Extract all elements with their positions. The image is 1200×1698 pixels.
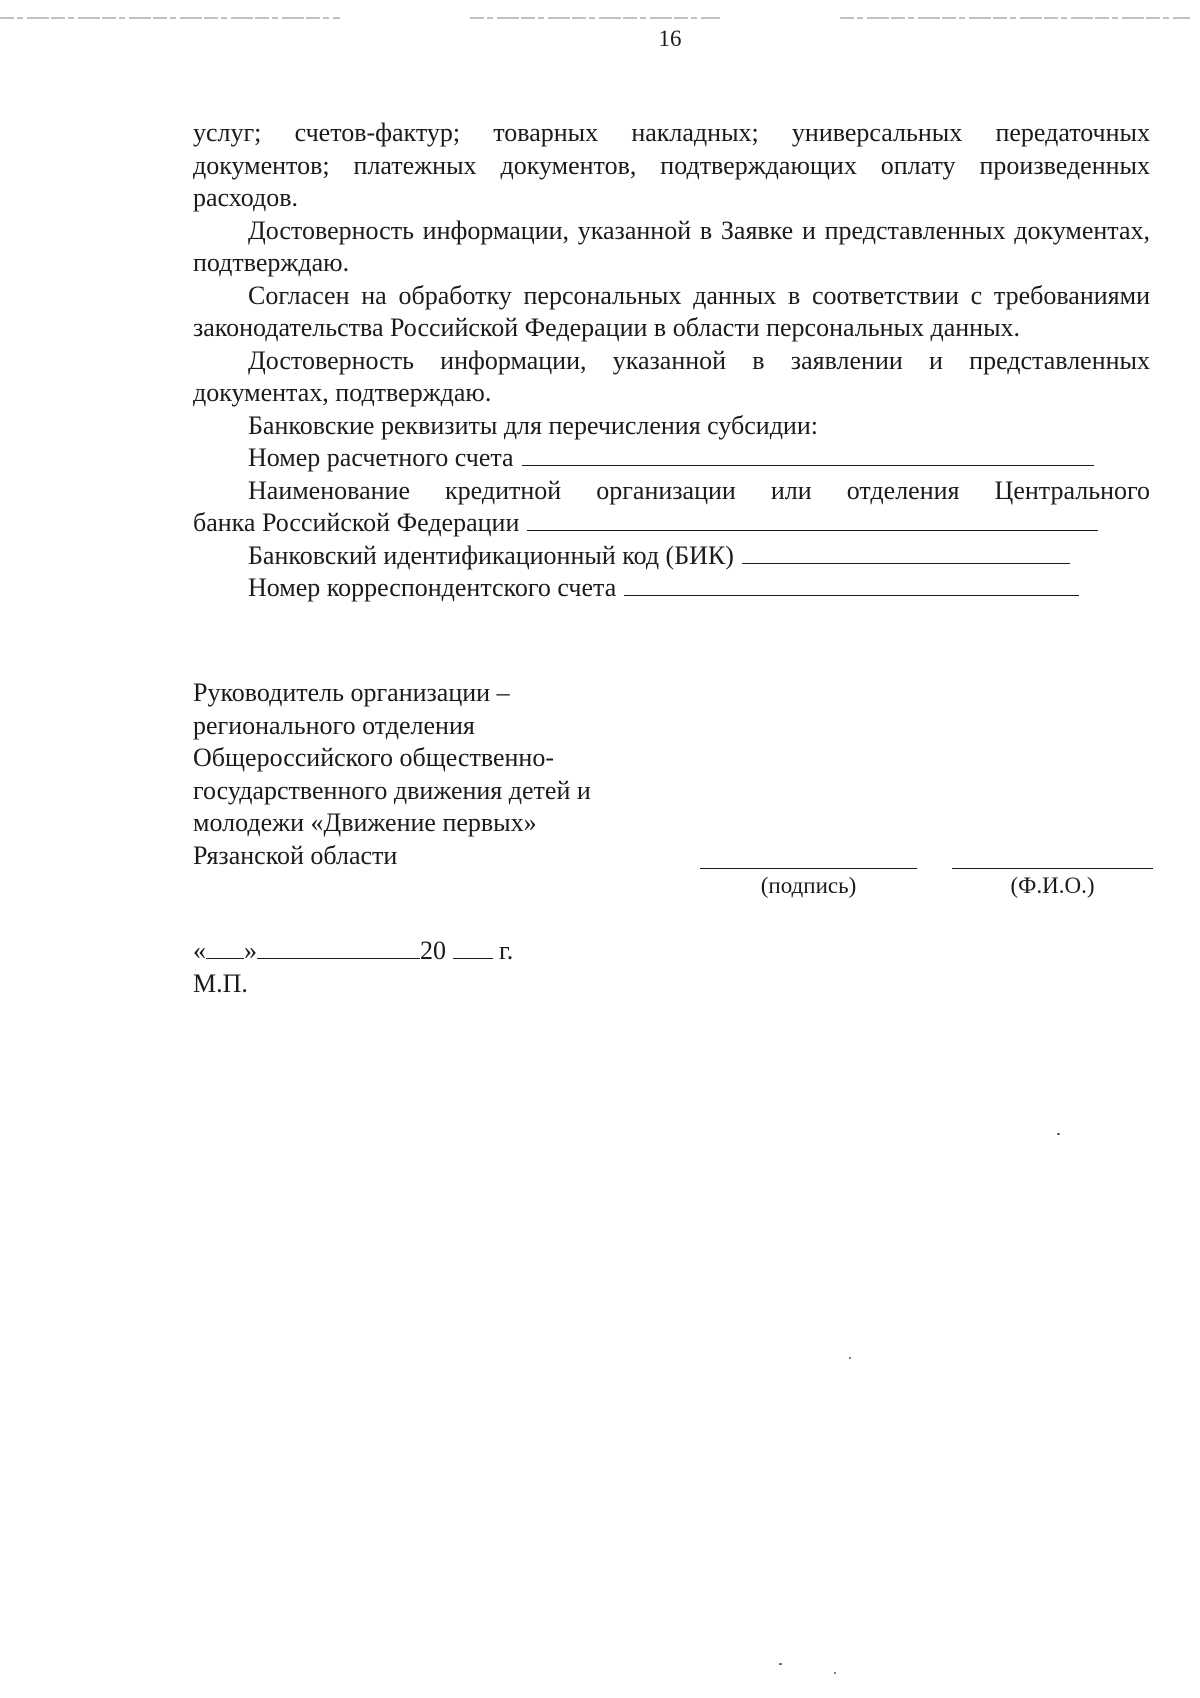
paragraph-documents-list: услуг; счетов-фактур; товарных накладных; универсальных передаточных документов; платежных документов, подтверждающих оплату произведенных расходов. bbox=[193, 118, 1150, 212]
scan-speck bbox=[1057, 1133, 1060, 1135]
signer-line: Общероссийского общественно- bbox=[193, 743, 554, 772]
year-blank bbox=[453, 934, 493, 959]
signer-line: Руководитель организации – bbox=[193, 678, 510, 707]
bank-name-field bbox=[193, 507, 1150, 540]
year-suffix: г. bbox=[499, 936, 514, 965]
bank-name-label: банка Российской Федерации bbox=[193, 508, 520, 537]
paragraph-bank-details-heading: Банковские реквизиты для перечисления субсидии: bbox=[248, 410, 818, 440]
scan-speck bbox=[834, 1672, 836, 1674]
bank-name-label-line: Наименование кредитной организации или отделения Центрального bbox=[248, 475, 1150, 505]
bik-blank bbox=[742, 541, 1070, 564]
account-number-field bbox=[193, 442, 1150, 475]
signer-line: регионального отделения bbox=[193, 710, 475, 740]
bik-label: Банковский идентификационный код (БИК) bbox=[248, 540, 734, 570]
name-caption: (Ф.И.О.) bbox=[1010, 873, 1095, 898]
paragraph-accuracy-application: Достоверность информации, указанной в Заявке и представленных документах, подтверждаю. bbox=[193, 215, 1150, 277]
correspondent-account-field bbox=[193, 572, 1150, 605]
scan-edge-artifact bbox=[0, 14, 1200, 22]
year-prefix: 20 bbox=[420, 936, 446, 965]
bank-name-blank bbox=[527, 508, 1098, 531]
document-body bbox=[193, 117, 1150, 605]
correspondent-account-label: Номер корреспондентского счета bbox=[248, 573, 617, 602]
signature-field bbox=[700, 866, 917, 899]
month-blank bbox=[257, 934, 420, 959]
account-number-blank bbox=[522, 443, 1094, 466]
date-field bbox=[193, 934, 513, 968]
date-close-quote: » bbox=[244, 936, 257, 965]
page-number: 16 bbox=[658, 26, 682, 51]
signature-line bbox=[700, 866, 917, 869]
name-line bbox=[952, 866, 1153, 869]
signer-line: Рязанской области bbox=[193, 840, 398, 870]
signature-caption: (подпись) bbox=[760, 873, 857, 898]
paragraph-personal-data-consent: Согласен на обработку персональных данных в соответствии с требованиями законодательства Российской Федерации в области персональных данных. bbox=[193, 280, 1150, 342]
paragraph-accuracy-statement: Достоверность информации, указанной в заявлении и представленных документах, подтверждаю. bbox=[193, 345, 1150, 407]
scan-speck bbox=[849, 1357, 851, 1359]
correspondent-account-blank bbox=[624, 573, 1079, 596]
date-open-quote: « bbox=[193, 936, 206, 965]
scan-speck bbox=[779, 1663, 782, 1665]
stamp-place: М.П. bbox=[193, 969, 248, 998]
bik-field bbox=[193, 540, 1150, 573]
signer-title bbox=[193, 677, 591, 872]
signer-line: молодежи «Движение первых» bbox=[193, 808, 537, 837]
account-number-label: Номер расчетного счета bbox=[248, 443, 514, 472]
day-blank bbox=[206, 934, 244, 959]
signer-line: государственного движения детей и bbox=[193, 775, 591, 805]
name-field bbox=[952, 866, 1153, 899]
